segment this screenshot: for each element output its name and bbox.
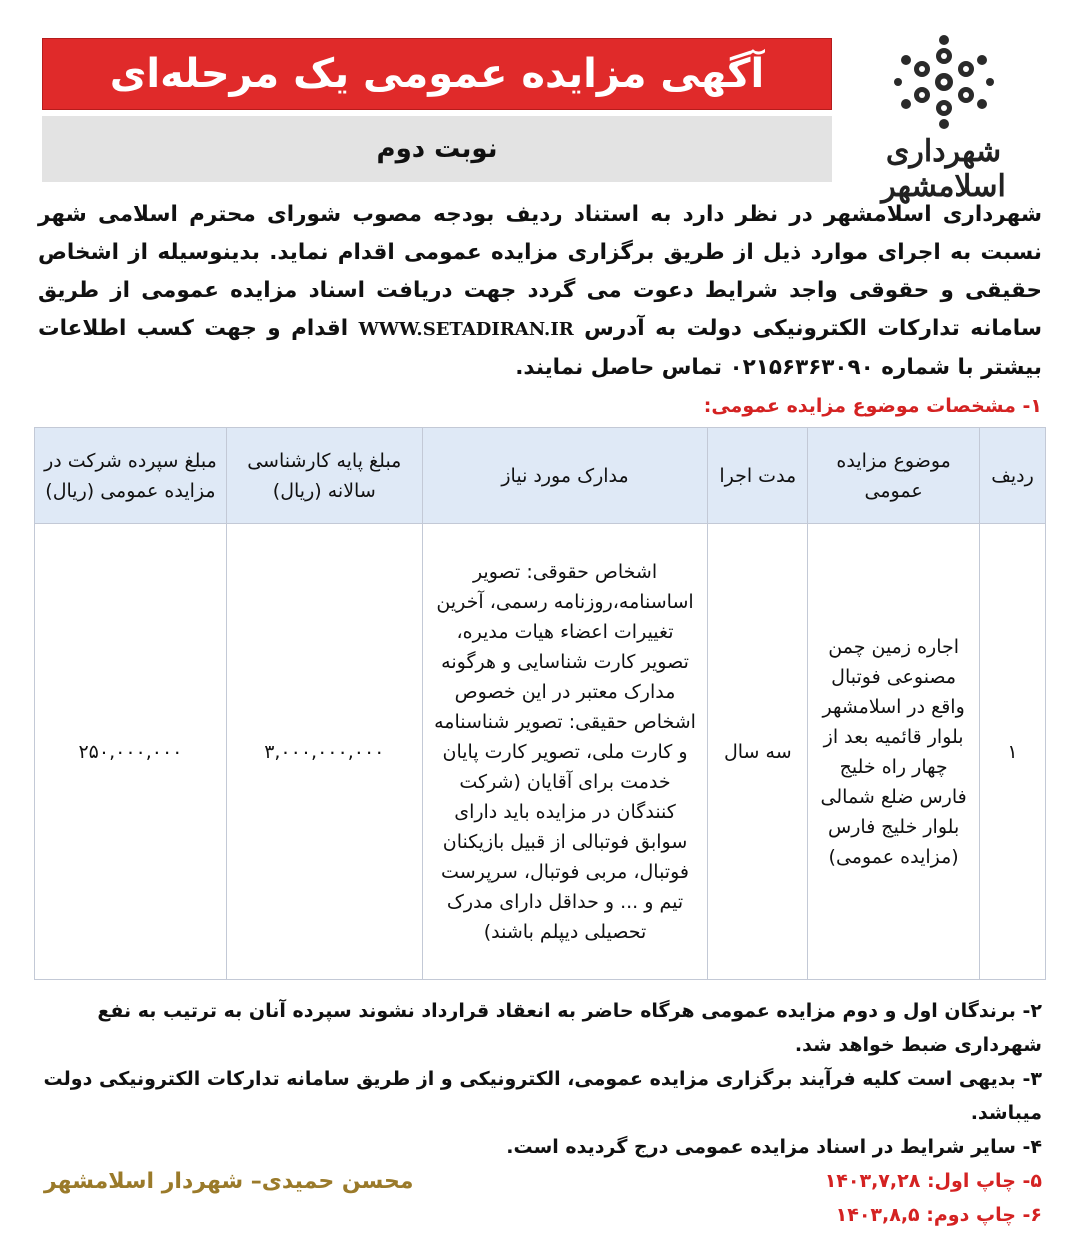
cell-docs: اشخاص حقوقی: تصویر اساسنامه،روزنامه رسمی، آخرین تغییرات اعضاء هیات مدیره، تصویر کارت شناسایی و هرگونه مدارک معتبر در این خصوص اشخاص حقیقی: تصویر شناسنامه و کارت ملی، تصویر کارت پایان خدمت برای آقایان (شرکت کنندگان در مزایده باید دارای سوابق فوتبالی از قبیل بازیکنان فوتبال، مربی فوتبال، سرپرست تیم و ... و حداقل دارای مدرک تحصیلی دیپلم باشند) bbox=[422, 524, 708, 980]
header-duration: مدت اجرا bbox=[708, 428, 808, 524]
note-item: ۲- برندگان اول و دوم مزایده عمومی هرگاه حاضر به انعقاد قرارداد نشوند سپرده آنان به ترتیب به نفع شهرداری ضبط خواهد شد. bbox=[97, 1000, 1042, 1056]
header-row-number: ردیف bbox=[980, 428, 1046, 524]
note-item: ۳- بدیهی است کلیه فرآیند برگزاری مزایده عمومی، الکترونیکی و از طریق سامانه تدارکات الکترونیکی دولت میباشد. bbox=[43, 1068, 1042, 1124]
cell-base-price: ۳,۰۰۰,۰۰۰,۰۰۰ bbox=[226, 524, 422, 980]
page-title: آگهی مزایده عمومی یک مرحله‌ای bbox=[109, 51, 765, 97]
title-banner bbox=[42, 38, 832, 110]
header-docs: مدارک مورد نیاز bbox=[422, 428, 708, 524]
cell-duration: سه سال bbox=[708, 524, 808, 980]
header-base-price: مبلغ پایه کارشناسی سالانه (ریال) bbox=[226, 428, 422, 524]
intro-text-1: شهرداری اسلامشهر در نظر دارد به استناد ردیف بودجه مصوب شورای محترم اسلامی شهر نسبت به اجرای موارد ذیل از طریق برگزاری مزایده عمومی اقدام نماید. بدینوسیله از اشخاص حقیقی و حقوقی واجد شرایط دعوت می گردد جهت دریافت اسناد مزایده عمومی از طریق سامانه تدارکات الکترونیکی دولت به آدرس bbox=[38, 202, 1042, 341]
auction-table bbox=[34, 427, 1046, 980]
header-deposit: مبلغ سپرده شرکت در مزایده عمومی (ریال) bbox=[35, 428, 227, 524]
cell-subject: اجاره زمین چمن مصنوعی فوتبال واقع در اسلامشهر بلوار قائمیه بعد از چهار راه خلیج فارس ضلع شمالی بلوار خلیج فارس (مزایده عمومی) bbox=[808, 524, 980, 980]
intro-text-2: اقدام و جهت کسب اطلاعات بیشتر با شماره ۰۲۱۵۶۳۶۳۰۹۰ تماس حاصل نمایند. bbox=[38, 316, 1042, 380]
intro-paragraph bbox=[34, 196, 1046, 387]
signature: محسن حمیدی– شهردار اسلامشهر bbox=[44, 1169, 414, 1194]
municipality-logo bbox=[841, 34, 1046, 204]
section-title: ۱- مشخصات موضوع مزایده عمومی: bbox=[703, 395, 1042, 417]
note-item: ۴- سایر شرایط در اسناد مزایده عمومی درج گردیده است. bbox=[506, 1136, 1042, 1158]
logo-text: شهرداری اسلامشهر bbox=[881, 134, 1006, 204]
header-subject: موضوع مزایده عمومی bbox=[808, 428, 980, 524]
table-row bbox=[35, 524, 1046, 980]
header bbox=[34, 34, 1046, 204]
print-date-first: ۵- چاپ اول: ۱۴۰۳,۷,۲۸ bbox=[824, 1170, 1042, 1192]
notes-list bbox=[34, 994, 1046, 1232]
cell-deposit: ۲۵۰,۰۰۰,۰۰۰ bbox=[35, 524, 227, 980]
print-date-second: ۶- چاپ دوم: ۱۴۰۳,۸,۵ bbox=[835, 1204, 1042, 1226]
subtitle-banner bbox=[42, 116, 832, 182]
table-header-row bbox=[35, 428, 1046, 524]
cell-row-number: ۱ bbox=[980, 524, 1046, 980]
flower-logo-icon bbox=[884, 34, 1004, 130]
page-subtitle: نوبت دوم bbox=[376, 134, 498, 164]
setadiran-link[interactable]: WWW.SETADIRAN.IR bbox=[358, 319, 574, 340]
